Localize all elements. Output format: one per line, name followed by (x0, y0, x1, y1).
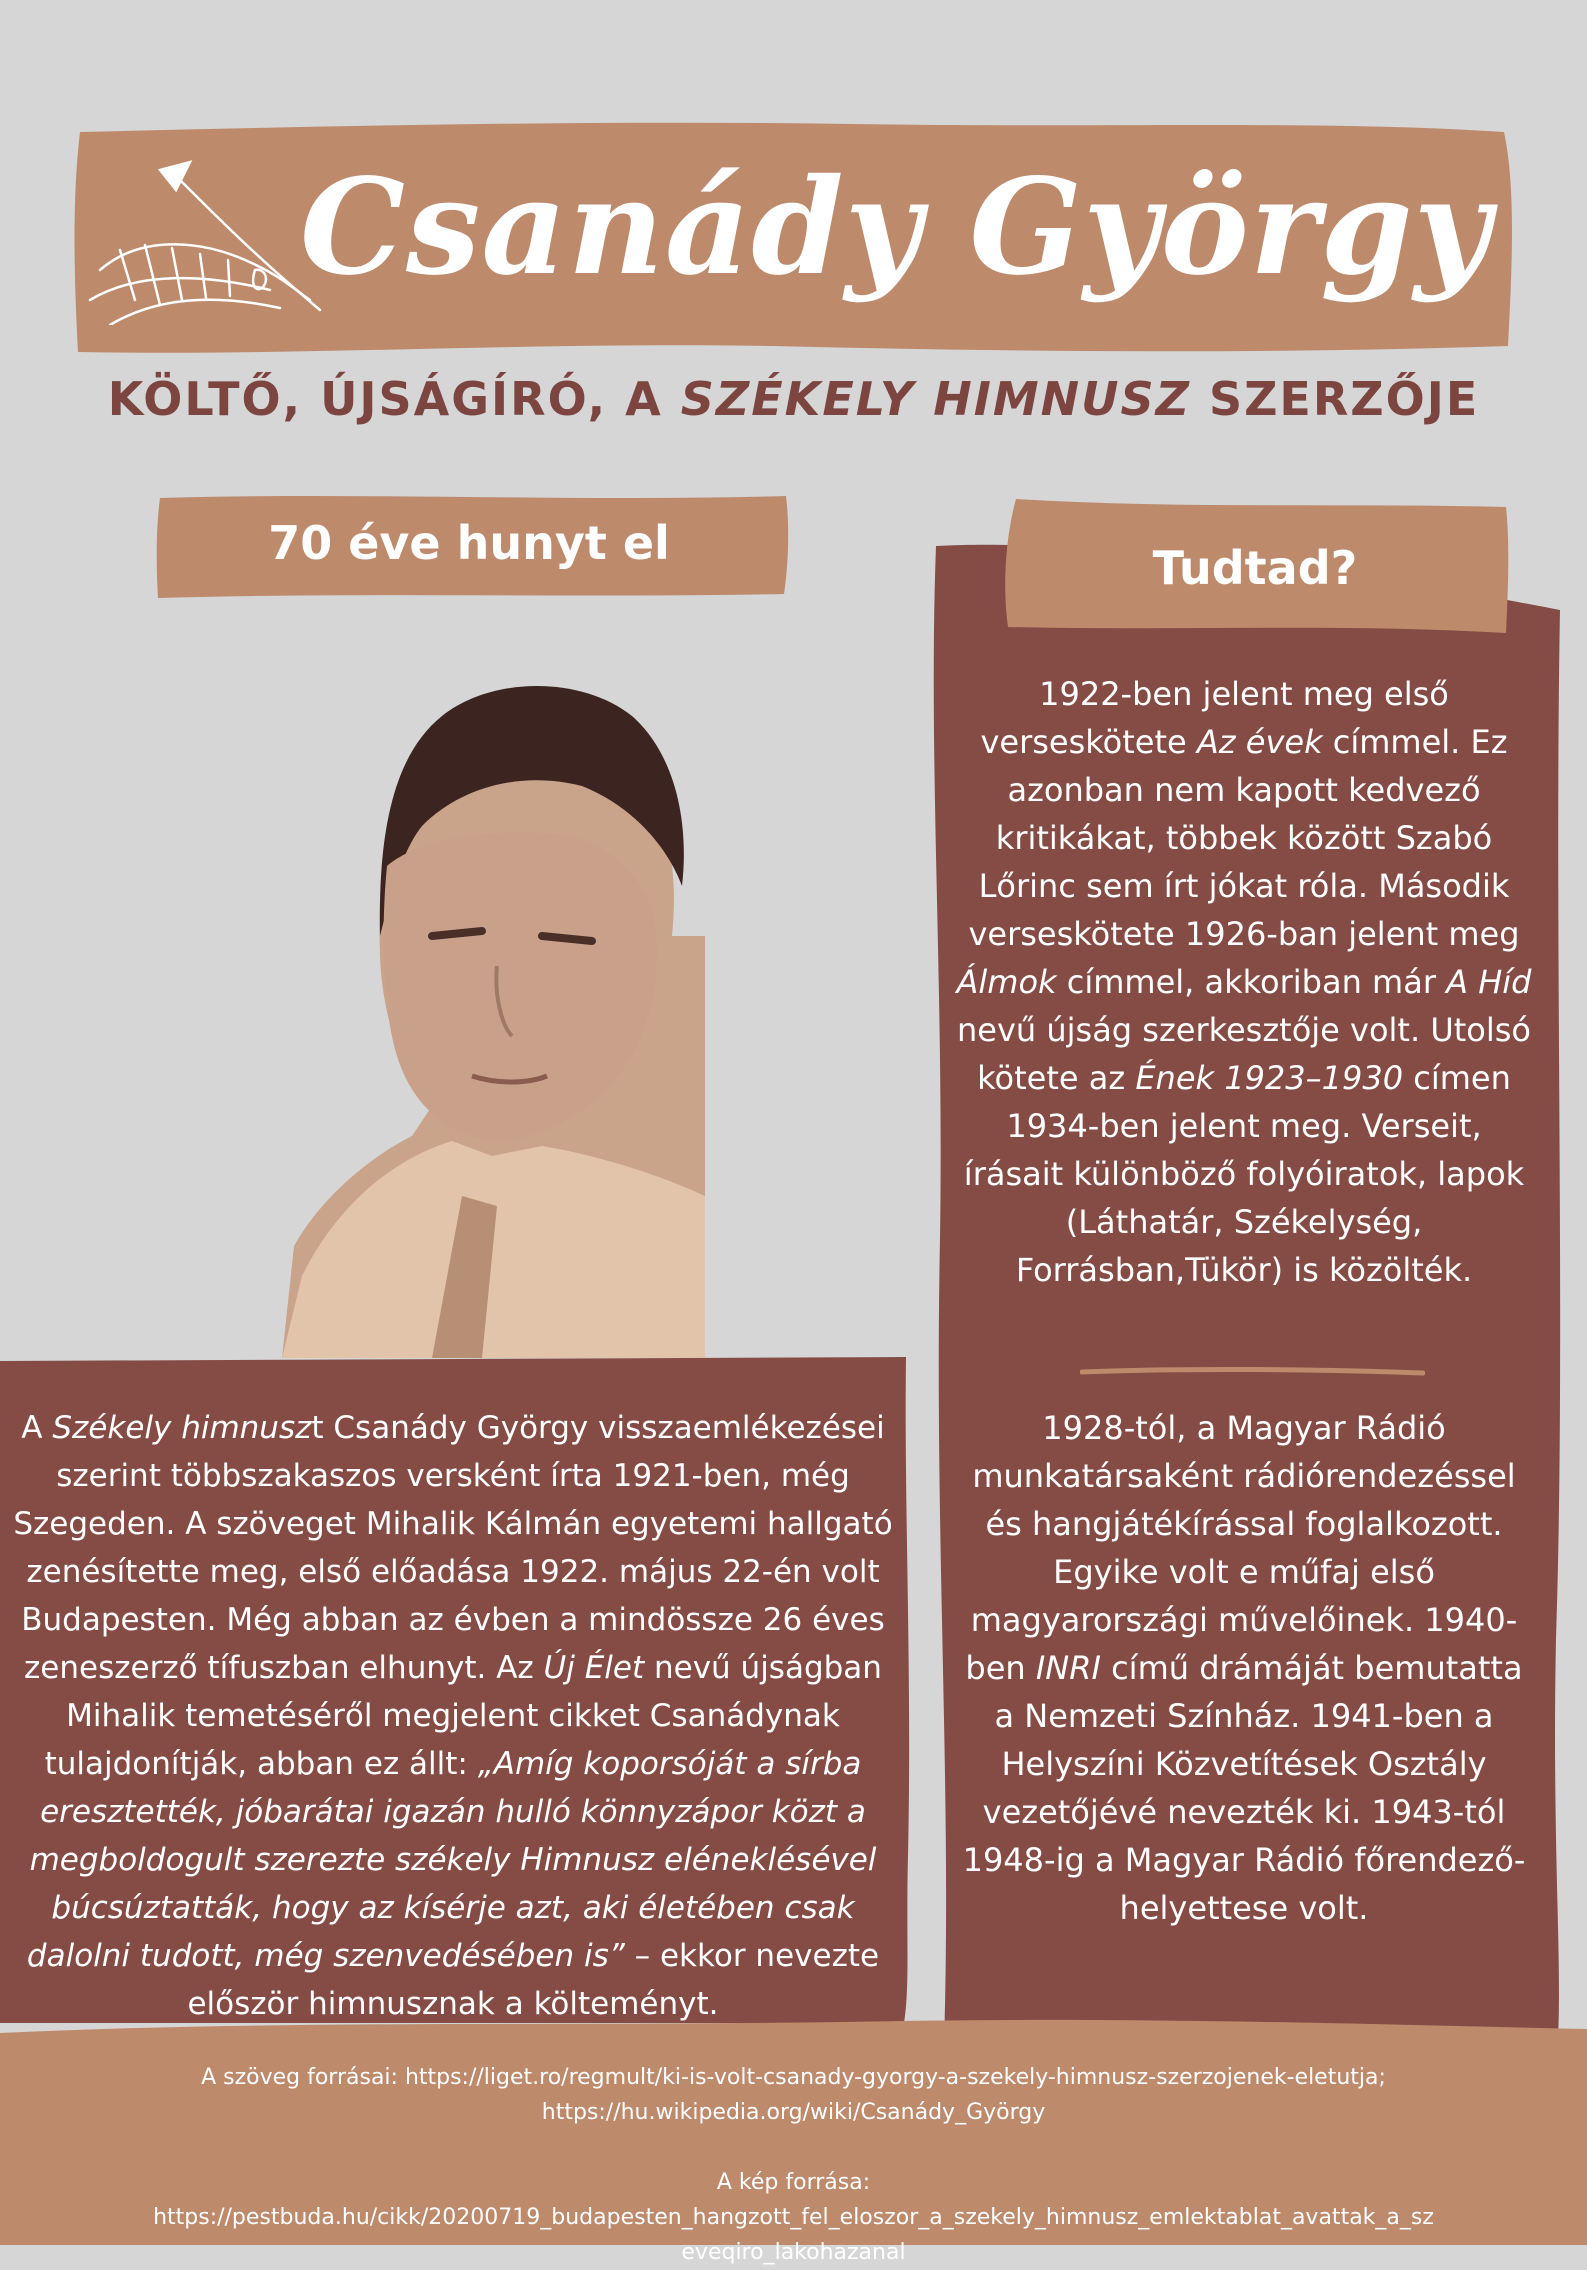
text-run: címmel. Ez azonban nem kapott kedvező kritikákat, többek között Szabó Lőrinc sem írt jókat róla. Második verseskötete 1926-ban jelent meg (968, 723, 1520, 953)
sources-footer (150, 2060, 1437, 2270)
text-run: című drámáját bemutatta a Nemzeti Színház. 1941-ben a Helyszíni Közvetítések Osztály vezetőjévé nevezték ki. 1943-tól 1948-ig a Magyar Rádió főrendező-helyettese volt. (962, 1649, 1526, 1927)
italic-run: Székely himnusz (52, 1410, 312, 1446)
subtitle-end: SZERZŐJE (1190, 372, 1480, 426)
anniversary-label: 70 éve hunyt el (268, 516, 670, 570)
divider (1080, 1366, 1425, 1378)
subtitle-italic-part: SZÉKELY HIMNUSZ (680, 372, 1191, 426)
italic-run: INRI (1035, 1649, 1101, 1687)
text-run: t Csanády György visszaemlékezései szerint többszakaszos versként írta 1921-ben, még Szegeden. A szöveget Mihalik Kálmán egyetemi hallgató zenésítette meg, első előadása 1922. május 22-én volt Budapesten. Még abban az évben a mindössze 26 éves zeneszerző tífuszban elhunyt. Az (13, 1410, 893, 1686)
text-sources: A szöveg forrásai: https://liget.ro/regmult/ki-is-volt-csanady-gyorgy-a-szekely-himnusz-szerzojenek-eletutja; (201, 2065, 1386, 2090)
page-title: Csanády György (300, 150, 1492, 305)
did-you-know-paragraph-2 (955, 1404, 1533, 1932)
subtitle-part: KÖLTŐ, ÚJSÁGÍRÓ, A (107, 372, 681, 426)
italic-run: A Híd (1446, 963, 1532, 1001)
text-run: A (21, 1410, 53, 1446)
text-run: – ekkor nevezte először himnusznak a költeményt. (187, 1938, 880, 2022)
italic-run: Új Élet (543, 1650, 645, 1686)
text-run: címen 1934-ben jelent meg. Verseit, írásait különböző folyóiratok, lapok (Láthatár, Székelység, Forrásban,Tükör) is közölték. (963, 1059, 1525, 1289)
page-subtitle (0, 372, 1587, 426)
image-source-label: A kép forrása: (716, 2170, 871, 2195)
text-run: 1928-tól, a Magyar Rádió munkatársaként rádiórendezéssel és hangjátékírással foglalkozott. Egyike volt e műfaj első magyarországi művelőinek. 1940-ben (965, 1409, 1518, 1687)
anthem-story-text (12, 1404, 894, 2028)
did-you-know-paragraph-1 (955, 670, 1533, 1294)
image-source-url: https://pestbuda.hu/cikk/20200719_budapesten_hangzott_fel_eloszor_a_szekely_himnusz_emlektablat_avattak_a_szeveqiro_lakohazanal (153, 2205, 1434, 2265)
text-run: nevű újságban Mihalik temetéséről megjelent cikket Csanádynak tulajdonítják, abban ez állt: (44, 1650, 882, 1782)
text-run: nevű újság szerkesztője volt. Utolsó kötete az (956, 1011, 1531, 1097)
text-sources-link-2: https://hu.wikipedia.org/wiki/Csanády_György (541, 2100, 1046, 2125)
text-run: 1922-ben jelent meg első verseskötete (980, 675, 1449, 761)
text-run: címmel, akkoriban már (1056, 963, 1447, 1001)
portrait-photo (282, 636, 705, 1358)
italic-run: Ének 1923–1930 (1135, 1059, 1404, 1097)
footer-spacer (150, 2130, 1437, 2165)
italic-run: Álmok (956, 963, 1057, 1001)
italic-run: „Amíg koporsóját a sírba eresztették, jóbarátai igazán hulló könnyzápor közt a megboldogult szerezte székely Himnusz eléneklésével búcsúztatták, hogy az kísérje azt, aki életében csak dalolni tudott, még szenvedésében is” (26, 1746, 877, 1974)
italic-run: Az évek (1196, 723, 1323, 761)
did-you-know-heading: Tudtad? (1152, 541, 1358, 595)
